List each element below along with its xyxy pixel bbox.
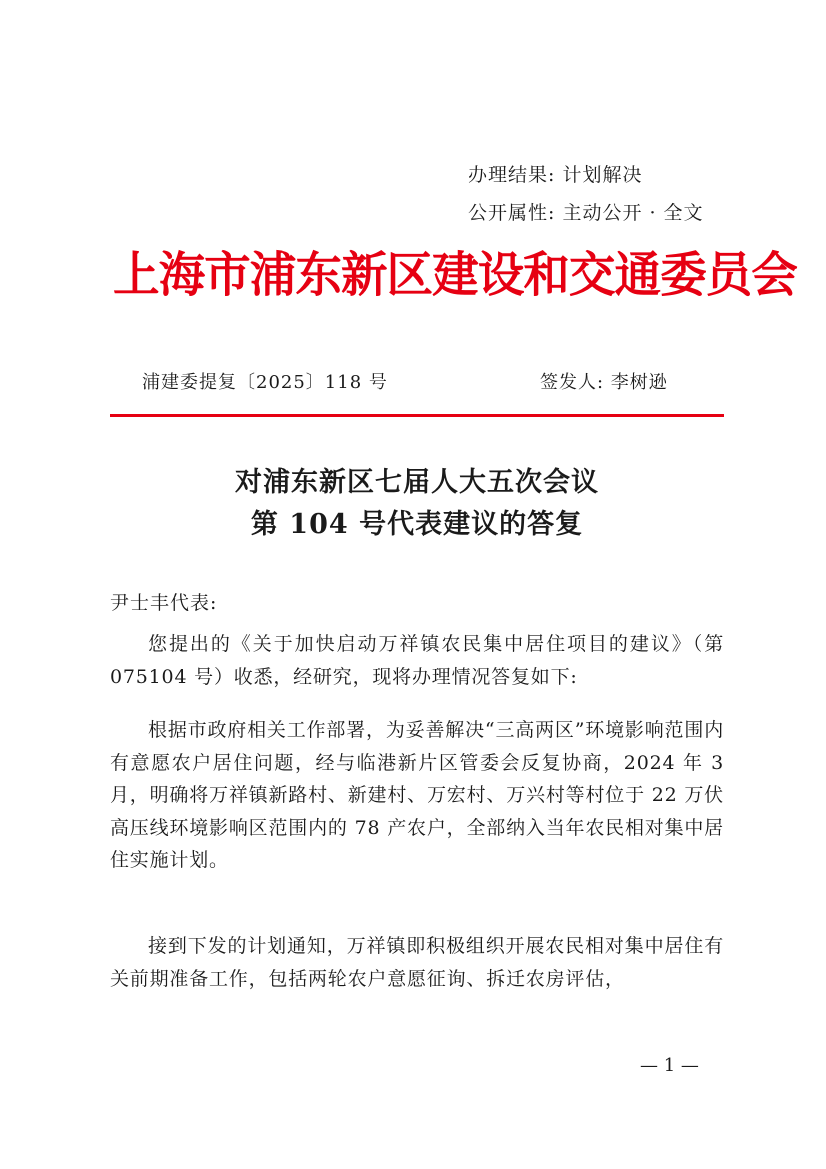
body-paragraph-2: 根据市政府相关工作部署，为妥善解决“三高两区”环境影响范围内有意愿农户居住问题，经与临港新片区管委会反复协商，2024 年 3 月，明确将万祥镇新路村、新建村、万宏村、万兴村等村位于 22 万伏高压线环境影响区范围内的 78 产农户，全部纳入当年农民相对集中居住实施计划。 (110, 719, 724, 871)
document-title-line-1: 对浦东新区七届人大五次会议 (235, 467, 599, 498)
document-number: 浦建委提复〔2025〕118 号 (142, 372, 388, 393)
red-divider (110, 414, 724, 417)
body-paragraph-1: 您提出的《关于加快启动万祥镇农民集中居住项目的建议》（第 075104 号）收悉，经研究，现将办理情况答复如下: (110, 633, 724, 688)
page-number: — 1 — (640, 1055, 699, 1076)
salutation: 尹士丰代表: (110, 592, 218, 614)
organization-title: 上海市浦东新区建设和交通委员会 (113, 247, 797, 303)
disclosure-attribute: 公开属性: 主动公开 · 全文 (468, 202, 704, 224)
signer: 签发人: 李树逊 (540, 372, 668, 393)
body-paragraph-3: 接到下发的计划通知，万祥镇即积极组织开展农民相对集中居住有关前期准备工作，包括两轮农户意愿征询、拆迁农房评估， (110, 935, 724, 990)
document-title-line-2: 第 104 号代表建议的答复 (250, 509, 584, 540)
handling-result: 办理结果: 计划解决 (468, 164, 643, 186)
